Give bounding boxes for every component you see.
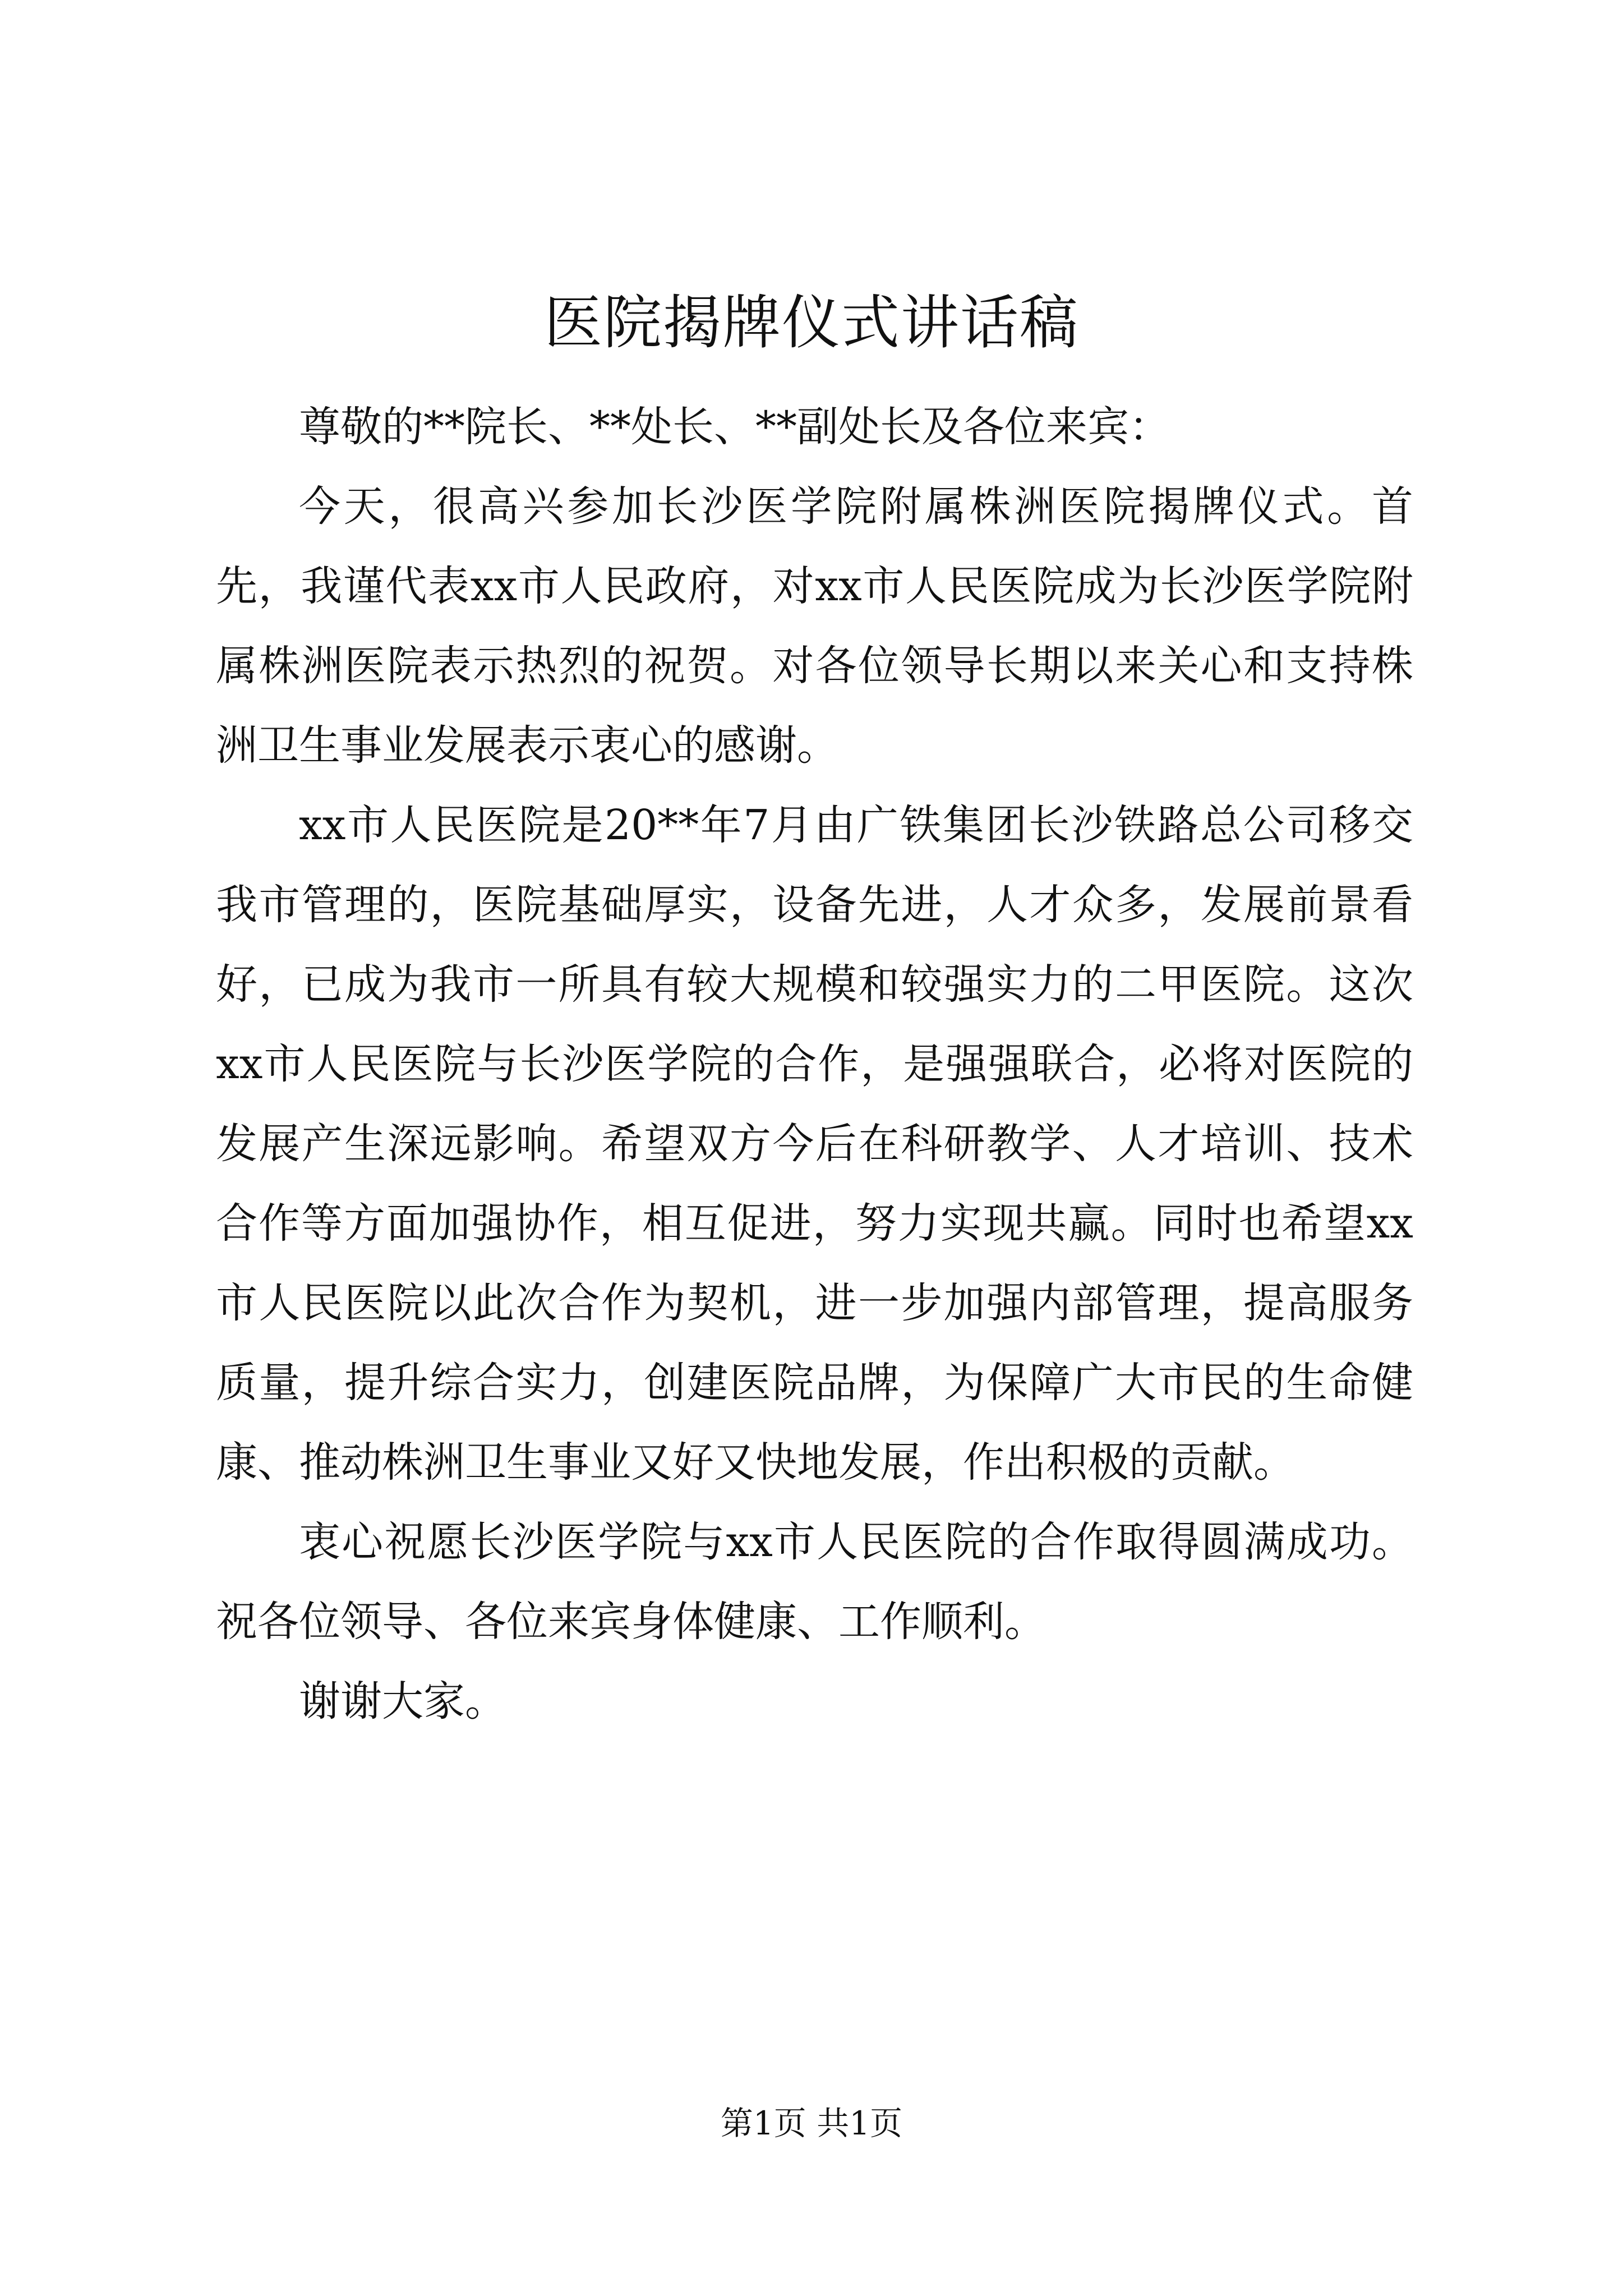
page-number-footer: 第1页 共1页 (720, 2104, 903, 2142)
thanks-paragraph: 谢谢大家。 (299, 1677, 506, 1726)
opening-paragraph: 今天，很高兴参加长沙医学院附属株洲医院揭牌仪式。首先，我谨代表xx市人民政府，对xx市人民医院成为长沙医学院附属株洲医院表示热烈的祝贺。对各位领导长期以来关心和支持株洲卫生事业发展表示衷心的感谢。 (216, 482, 1413, 770)
document-title: 医院揭牌仪式讲话稿 (543, 288, 1079, 357)
salutation-paragraph: 尊敬的**院长、**处长、**副处长及各位来宾： (299, 403, 1170, 451)
document-body (216, 387, 1413, 1741)
hospital-introduction-paragraph: xx市人民医院是20**年7月由广铁集团长沙铁路总公司移交我市管理的，医院基础厚实，设备先进，人才众多，发展前景看好，已成为我市一所具有较大规模和较强实力的二甲医院。这次xx市人民医院与长沙医学院的合作，是强强联合，必将对医院的发展产生深远影响。希望双方今后在科研教学、人才培训、技术合作等方面加强协作，相互促进，努力实现共赢。同时也希望xx市人民医院以此次合作为契机，进一步加强内部管理，提高服务质量，提升综合实力，创建医院品牌，为保障广大市民的生命健康、推动株洲卫生事业又好又快地发展，作出积极的贡献。 (216, 801, 1413, 1487)
closing-wishes-paragraph: 衷心祝愿长沙医学院与xx市人民医院的合作取得圆满成功。祝各位领导、各位来宾身体健康、工作顺利。 (216, 1518, 1413, 1646)
